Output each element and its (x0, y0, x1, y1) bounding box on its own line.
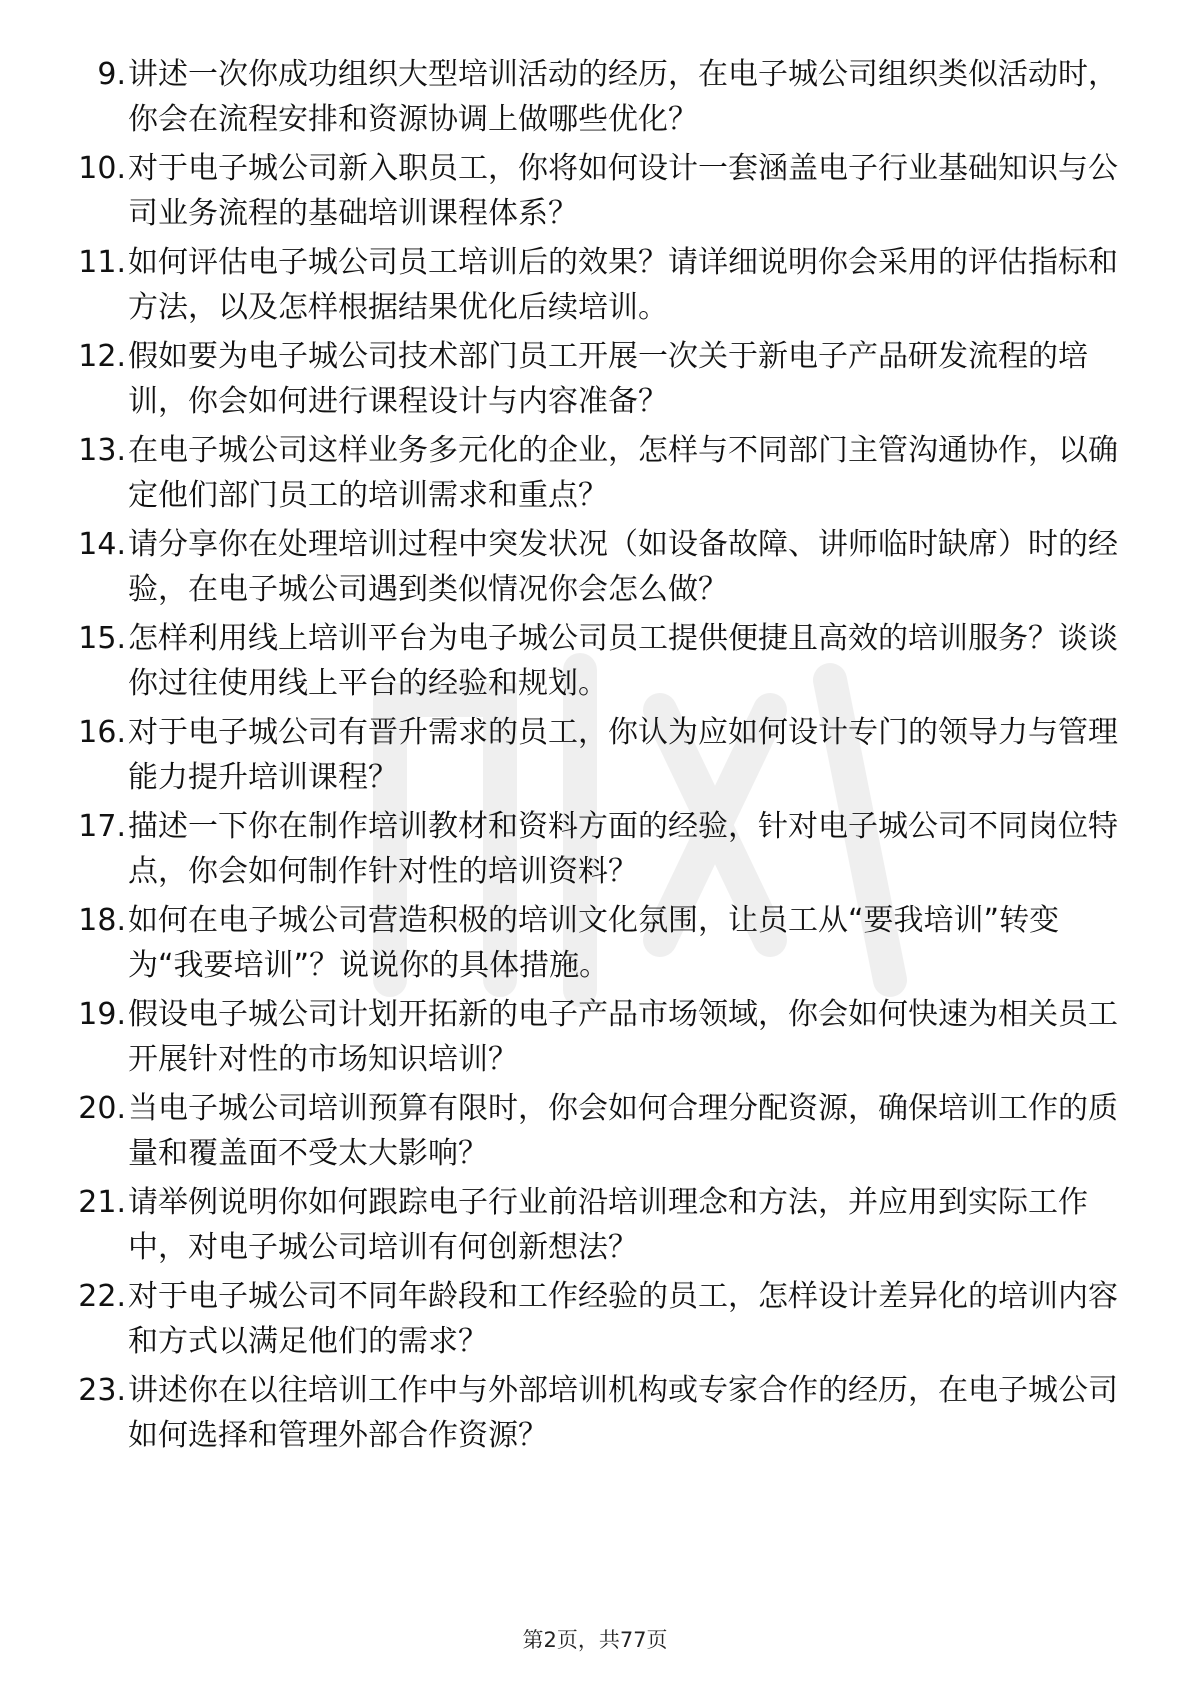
question-text: 讲述你在以往培训工作中与外部培训机构或专家合作的经历，在电子城公司如何选择和管理外部合作资源？ (128, 1373, 1118, 1453)
question-number: 18. (78, 903, 126, 938)
question-text: 描述一下你在制作培训教材和资料方面的经验，针对电子城公司不同岗位特点，你会如何制作针对性的培训资料？ (128, 809, 1118, 889)
question-number: 14. (78, 527, 126, 562)
page-number-footer: 第2页，共77页 (522, 1628, 668, 1652)
question-number: 11. (78, 245, 126, 280)
question-item (0, 1180, 1190, 1274)
question-item (0, 146, 1190, 240)
question-text: 如何在电子城公司营造积极的培训文化氛围，让员工从“要我培训”转变为“我要培训”？说说你的具体措施。 (128, 903, 1060, 983)
question-text: 假如要为电子城公司技术部门员工开展一次关于新电子产品研发流程的培训，你会如何进行课程设计与内容准备？ (128, 339, 1088, 419)
question-item (0, 522, 1190, 616)
question-text: 怎样利用线上培训平台为电子城公司员工提供便捷且高效的培训服务？谈谈你过往使用线上平台的经验和规划。 (128, 621, 1118, 701)
question-text: 请分享你在处理培训过程中突发状况（如设备故障、讲师临时缺席）时的经验，在电子城公司遇到类似情况你会怎么做？ (128, 527, 1118, 607)
question-number: 19. (78, 997, 126, 1032)
question-item (0, 428, 1190, 522)
question-number: 22. (78, 1279, 126, 1314)
question-text: 对于电子城公司不同年龄段和工作经验的员工，怎样设计差异化的培训内容和方式以满足他们的需求？ (128, 1279, 1118, 1359)
question-number: 21. (78, 1185, 126, 1220)
question-text: 请举例说明你如何跟踪电子行业前沿培训理念和方法，并应用到实际工作中，对电子城公司培训有何创新想法？ (128, 1185, 1088, 1265)
question-text: 假设电子城公司计划开拓新的电子产品市场领域，你会如何快速为相关员工开展针对性的市场知识培训？ (128, 997, 1118, 1077)
question-number: 17. (78, 809, 126, 844)
question-item (0, 1274, 1190, 1368)
question-item (0, 1086, 1190, 1180)
question-text: 对于电子城公司新入职员工，你将如何设计一套涵盖电子行业基础知识与公司业务流程的基础培训课程体系？ (128, 151, 1118, 231)
question-text: 讲述一次你成功组织大型培训活动的经历，在电子城公司组织类似活动时，你会在流程安排和资源协调上做哪些优化？ (128, 57, 1118, 137)
question-text: 如何评估电子城公司员工培训后的效果？请详细说明你会采用的评估指标和方法，以及怎样根据结果优化后续培训。 (128, 245, 1118, 325)
question-item (0, 992, 1190, 1086)
question-number: 15. (78, 621, 126, 656)
question-number: 23. (78, 1373, 126, 1408)
question-text: 当电子城公司培训预算有限时，你会如何合理分配资源，确保培训工作的质量和覆盖面不受太大影响？ (128, 1091, 1118, 1171)
question-number: 12. (78, 339, 126, 374)
question-item (0, 616, 1190, 710)
question-text: 在电子城公司这样业务多元化的企业，怎样与不同部门主管沟通协作，以确定他们部门员工的培训需求和重点？ (128, 433, 1118, 513)
question-item (0, 334, 1190, 428)
question-item (0, 1368, 1190, 1462)
question-number: 10. (78, 151, 126, 186)
question-item (0, 240, 1190, 334)
question-number: 9. (97, 57, 126, 92)
question-list (0, 52, 1190, 1462)
question-number: 13. (78, 433, 126, 468)
question-item (0, 804, 1190, 898)
question-text: 对于电子城公司有晋升需求的员工，你认为应如何设计专门的领导力与管理能力提升培训课程？ (128, 715, 1118, 795)
question-item (0, 898, 1190, 992)
question-item (0, 52, 1190, 146)
question-number: 20. (78, 1091, 126, 1126)
question-item (0, 710, 1190, 804)
question-number: 16. (78, 715, 126, 750)
